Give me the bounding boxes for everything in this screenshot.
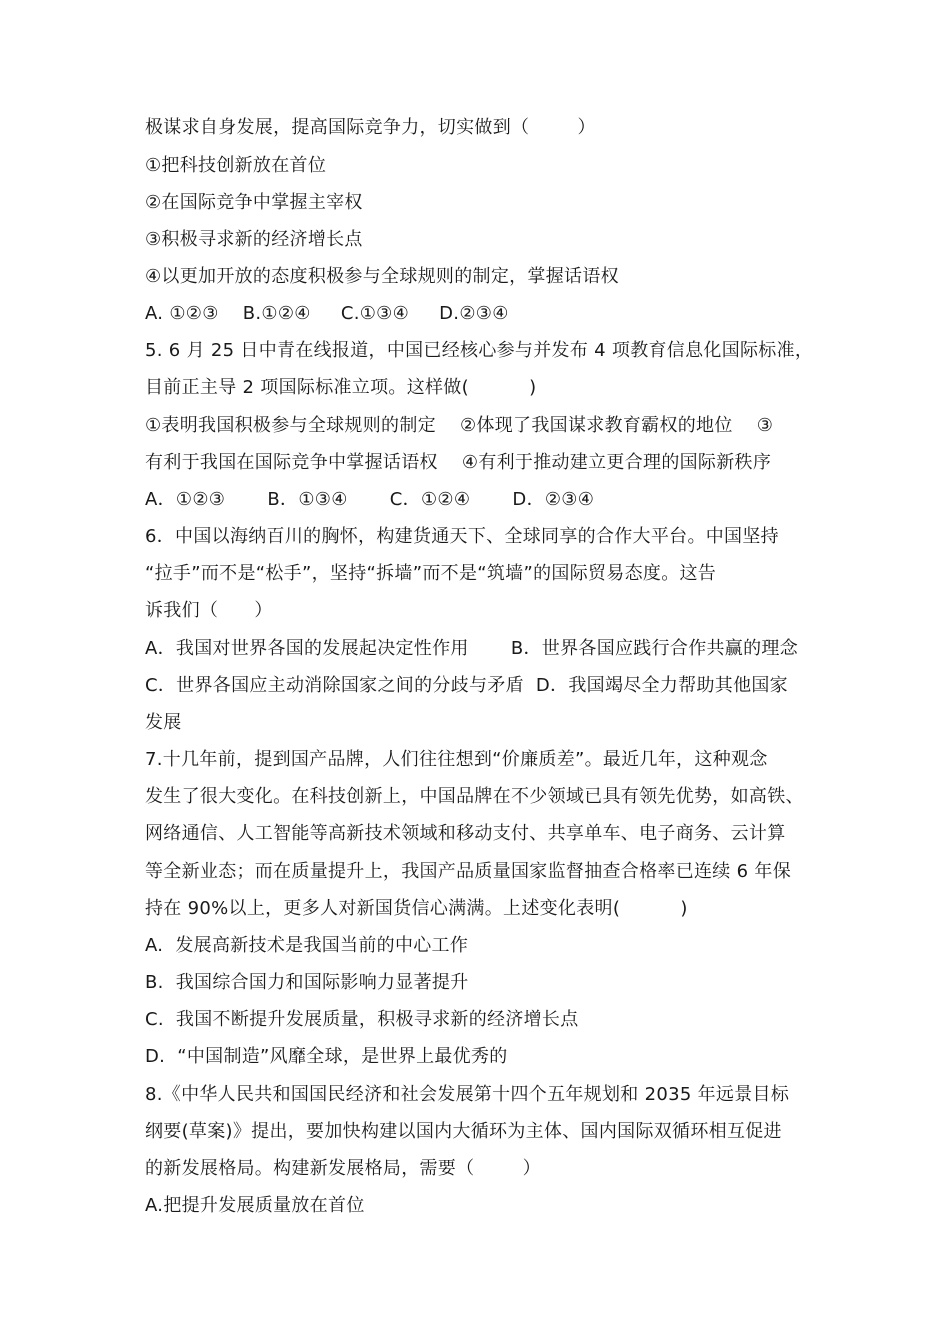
text-line: 有利于我国在国际竞争中掌握话语权 ④有利于推动建立更合理的国际新秩序 — [145, 452, 772, 473]
text-line: 等全新业态；而在质量提升上，我国产品质量国家监督抽查合格率已连续 6 年保 — [145, 861, 791, 882]
text-line: 网络通信、人工智能等高新技术领域和移动支付、共享单车、电子商务、云计算 — [145, 823, 786, 844]
answer-options: A．①②③ B．①③④ C．①②④ D．②③④ — [145, 489, 595, 510]
text-line: 发生了很大变化。在科技创新上，中国品牌在不少领域已具有领先优势，如高铁、 — [145, 786, 804, 807]
answer-options: C．世界各国应主动消除国家之间的分歧与矛盾 D．我国竭尽全力帮助其他国家 — [145, 675, 788, 696]
question-text: 7.十几年前，提到国产品牌，人们往往想到“价廉质差”。最近几年，这种观念 — [145, 749, 768, 770]
text-line: 极谋求自身发展，提高国际竞争力，切实做到（ ） — [145, 117, 596, 138]
text-line: ③积极寻求新的经济增长点 — [145, 229, 363, 250]
text-line: 持在 90%以上，更多人对新国货信心满满。上述变化表明( ) — [145, 898, 688, 919]
text-line: 的新发展格局。构建新发展格局，需要（ ） — [145, 1158, 541, 1179]
text-line: 目前正主导 2 项国际标准立项。这样做( ) — [145, 377, 537, 398]
question-text: 8.《中华人民共和国国民经济和社会发展第十四个五年规划和 2035 年远景目标 — [145, 1084, 790, 1105]
text-line: “拉手”而不是“松手”，坚持“拆墙”而不是“筑墙”的国际贸易态度。这告 — [145, 563, 717, 584]
text-line: ①表明我国积极参与全球规则的制定 ②体现了我国谋求教育霸权的地位 ③ — [145, 415, 774, 436]
answer-option-c: C. 我国不断提升发展质量，积极寻求新的经济增长点 — [145, 1009, 579, 1030]
answer-option-a: A.把提升发展质量放在首位 — [145, 1195, 365, 1216]
text-line: 发展 — [145, 712, 182, 733]
answer-options: A．我国对世界各国的发展起决定性作用 B．世界各国应践行合作共赢的理念 — [145, 638, 799, 659]
text-line: ①把科技创新放在首位 — [145, 155, 327, 176]
question-text: 6．中国以海纳百川的胸怀，构建货通天下、全球同享的合作大平台。中国坚持 — [145, 526, 779, 547]
text-line: 纲要(草案)》提出，要加快构建以国内大循环为主体、国内国际双循环相互促进 — [145, 1121, 782, 1142]
answer-options: A. ①②③ B.①②④ C.①③④ D.②③④ — [145, 303, 509, 324]
answer-option-b: B. 我国综合国力和国际影响力显著提升 — [145, 972, 469, 993]
answer-option-d: D. “中国制造”风靡全球，是世界上最优秀的 — [145, 1046, 508, 1067]
question-text: 5. 6 月 25 日中青在线报道，中国已经核心参与并发布 4 项教育信息化国际标准， — [145, 340, 814, 361]
text-line: ②在国际竞争中掌握主宰权 — [145, 192, 363, 213]
text-line: 诉我们（ ） — [145, 600, 273, 621]
answer-option-a: A. 发展高新技术是我国当前的中心工作 — [145, 935, 469, 956]
text-line: ④以更加开放的态度积极参与全球规则的制定，掌握话语权 — [145, 266, 619, 287]
